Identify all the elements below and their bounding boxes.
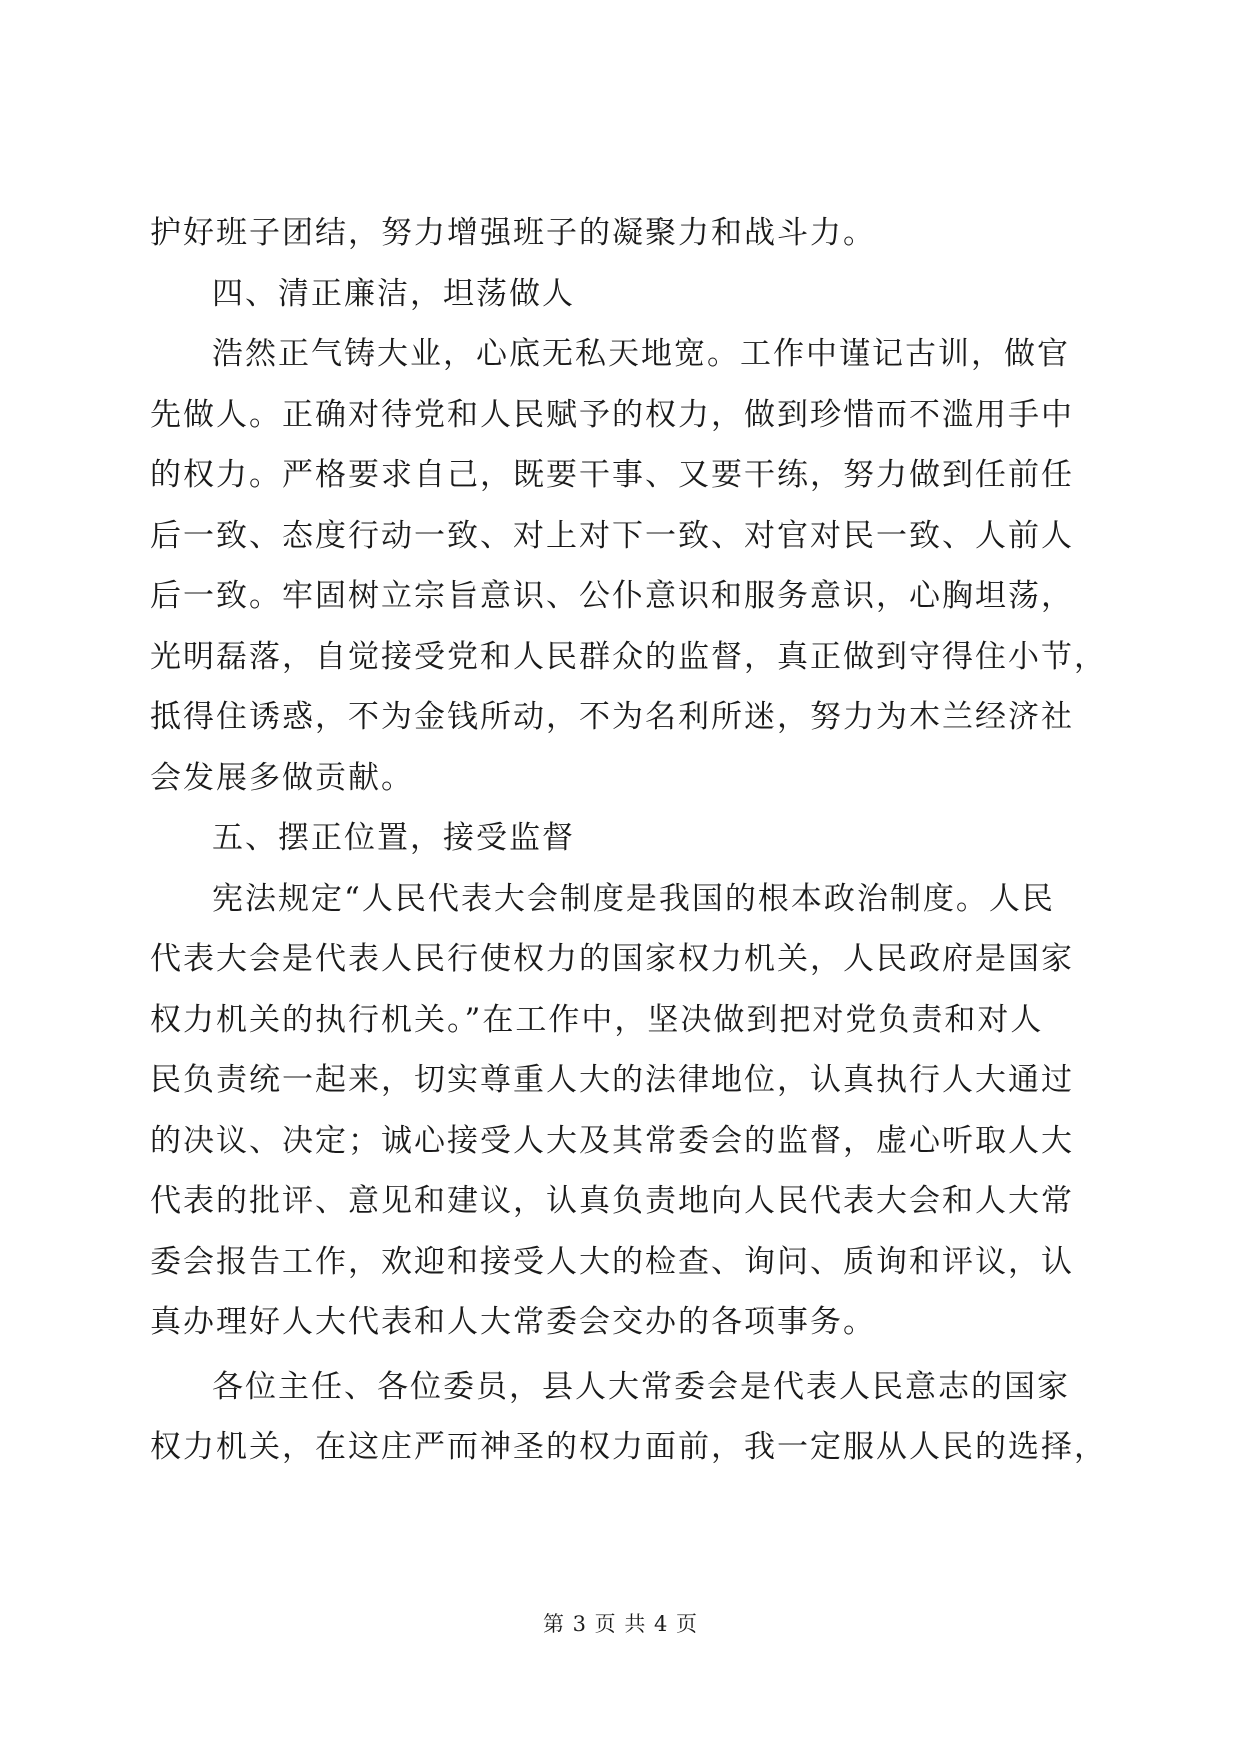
paragraph-line: 会发展多做贡献。 [150, 759, 414, 796]
paragraph-line: 后一致、态度行动一致、对上对下一致、对官对民一致、人前人 [150, 517, 1074, 554]
paragraph-line: 真办理好人大代表和人大常委会交办的各项事务。 [150, 1304, 876, 1340]
paragraph-line: 宪法规定“人民代表大会制度是我国的根本政治制度。人民 [212, 880, 1055, 917]
paragraph-line: 先做人。正确对待党和人民赋予的权力，做到珍惜而不滥用手中 [150, 396, 1074, 433]
paragraph-line: 浩然正气铸大业，心底无私天地宽。工作中谨记古训，做官 [212, 336, 1070, 372]
document-body [150, 203, 1107, 1478]
paragraph-line: 民负责统一起来，切实尊重人大的法律地位，认真执行人大通过 [150, 1062, 1074, 1098]
paragraph-line: 委会报告工作，欢迎和接受人大的检查、询问、质询和评议，认 [150, 1243, 1074, 1280]
paragraph-line: 护好班子团结，努力增强班子的凝聚力和战斗力。 [150, 215, 876, 251]
paragraph-line: 代表的批评、意见和建议，认真负责地向人民代表大会和人大常 [150, 1183, 1074, 1219]
paragraph-line: 各位主任、各位委员，县人大常委会是代表人民意志的国家 [212, 1368, 1070, 1405]
section-heading: 四、清正廉洁，坦荡做人 [212, 275, 575, 312]
paragraph-line: 权力机关的执行机关。”在工作中，坚决做到把对党负责和对人 [150, 1001, 1044, 1038]
page-number-footer: 第 3 页 共 4 页 [542, 1612, 699, 1636]
section-heading: 五、摆正位置，接受监督 [212, 820, 575, 856]
paragraph-line: 光明磊落，自觉接受党和人民群众的监督，真正做到守得住小节， [150, 638, 1107, 675]
paragraph-line: 权力机关，在这庄严而神圣的权力面前，我一定服从人民的选择， [150, 1429, 1107, 1465]
paragraph-line: 的决议、决定；诚心接受人大及其常委会的监督，虚心听取人大 [150, 1122, 1074, 1159]
paragraph-line: 后一致。牢固树立宗旨意识、公仆意识和服务意识，心胸坦荡， [150, 578, 1074, 614]
paragraph-line: 代表大会是代表人民行使权力的国家权力机关，人民政府是国家 [150, 941, 1074, 977]
paragraph-line: 的权力。严格要求自己，既要干事、又要干练，努力做到任前任 [150, 457, 1074, 493]
paragraph-line: 抵得住诱惑，不为金钱所动，不为名利所迷，努力为木兰经济社 [150, 699, 1074, 735]
